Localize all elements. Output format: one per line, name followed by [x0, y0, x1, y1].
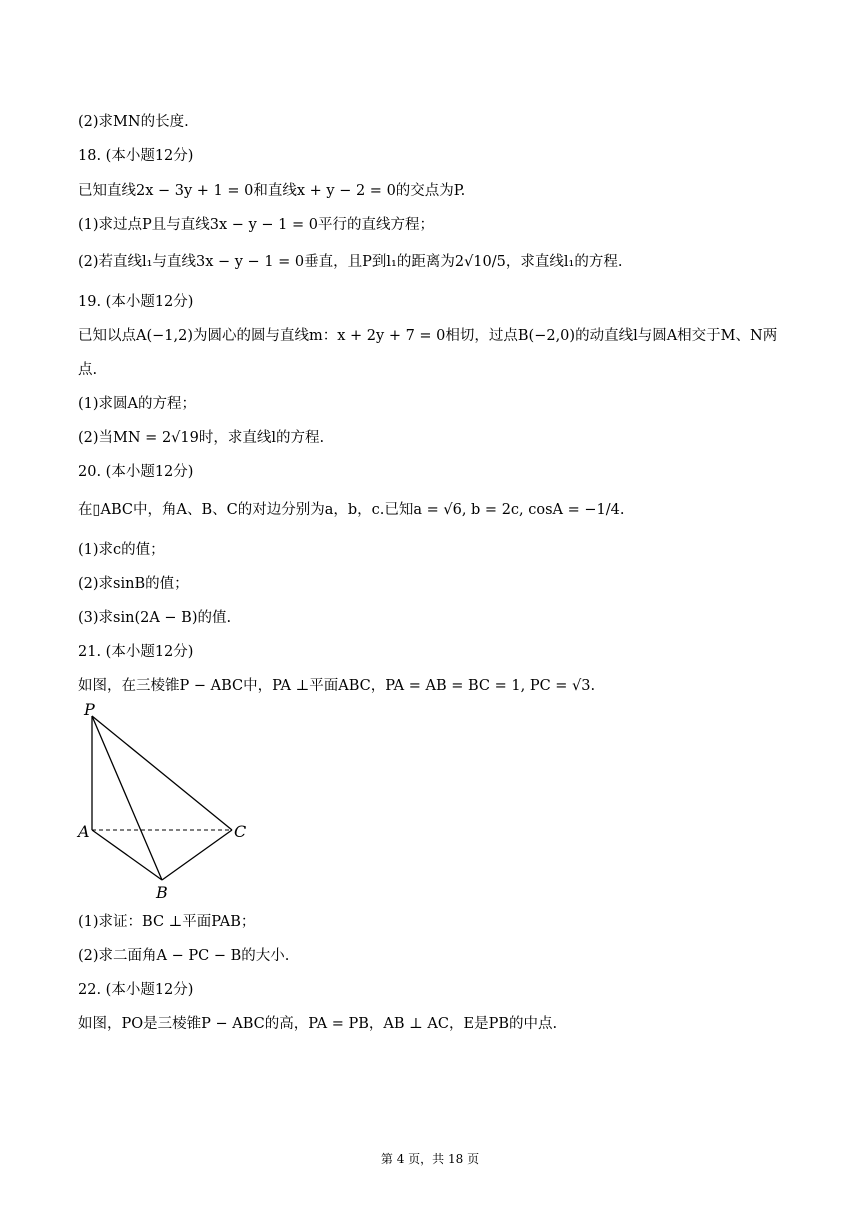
text-line: (2)若直线l₁与直线3x − y − 1 = 0垂直，且P到l₁的距离为2√10/5，求直线l₁的方程. [78, 254, 623, 270]
text-line: (1)求c的值； [78, 542, 165, 558]
text-line: 如图，在三棱锥P − ABC中，PA ⊥平面ABC，PA = AB = BC = 1, PC = √3. [78, 678, 596, 694]
text-line: 点. [78, 362, 98, 378]
text-line: 已知以点A(−1,2)为圆心的圆与直线m：x + 2y + 7 = 0相切，过点B(−2,0)的动直线l与圆A相交于M、N两 [78, 328, 778, 344]
label-c: C [234, 822, 247, 841]
text-line: (2)求二面角A − PC − B的大小. [78, 948, 290, 964]
text-line: 如图，PO是三棱锥P − ABC的高，PA = PB，AB ⊥ AC，E是PB的中点. [78, 1016, 558, 1032]
text-line: (2)求sinB的值； [78, 576, 189, 592]
question-header: 20. (本小题12分) [78, 464, 194, 480]
text-line: (2)求MN的长度. [78, 114, 189, 130]
edge-pc [92, 716, 232, 830]
text-line: (1)求过点P且与直线3x − y − 1 = 0平行的直线方程； [78, 217, 434, 233]
text-line: (3)求sin(2A − B)的值. [78, 610, 232, 626]
question-header: 18. (本小题12分) [78, 148, 194, 164]
pyramid-figure [70, 700, 260, 905]
question-header: 19. (本小题12分) [78, 294, 194, 310]
text-line: 在▯ABC中，角A、B、C的对边分别为a，b，c.已知a = √6, b = 2c, cosA = −1/4. [78, 502, 625, 518]
label-a: A [78, 822, 90, 841]
question-header: 21. (本小题12分) [78, 644, 194, 660]
question-header: 22. (本小题12分) [78, 982, 194, 998]
page-footer: 第 4 页，共 18 页 [380, 1152, 480, 1166]
text-line: (2)当MN = 2√19时，求直线l的方程. [78, 430, 325, 446]
label-b: B [156, 883, 168, 902]
text-line: (1)求圆A的方程； [78, 396, 197, 412]
edge-bc [162, 830, 232, 880]
text-line: (1)求证：BC ⊥平面PAB； [78, 914, 256, 930]
label-p: P [84, 700, 95, 719]
text-line: 已知直线2x − 3y + 1 = 0和直线x + y − 2 = 0的交点为P. [78, 183, 466, 199]
